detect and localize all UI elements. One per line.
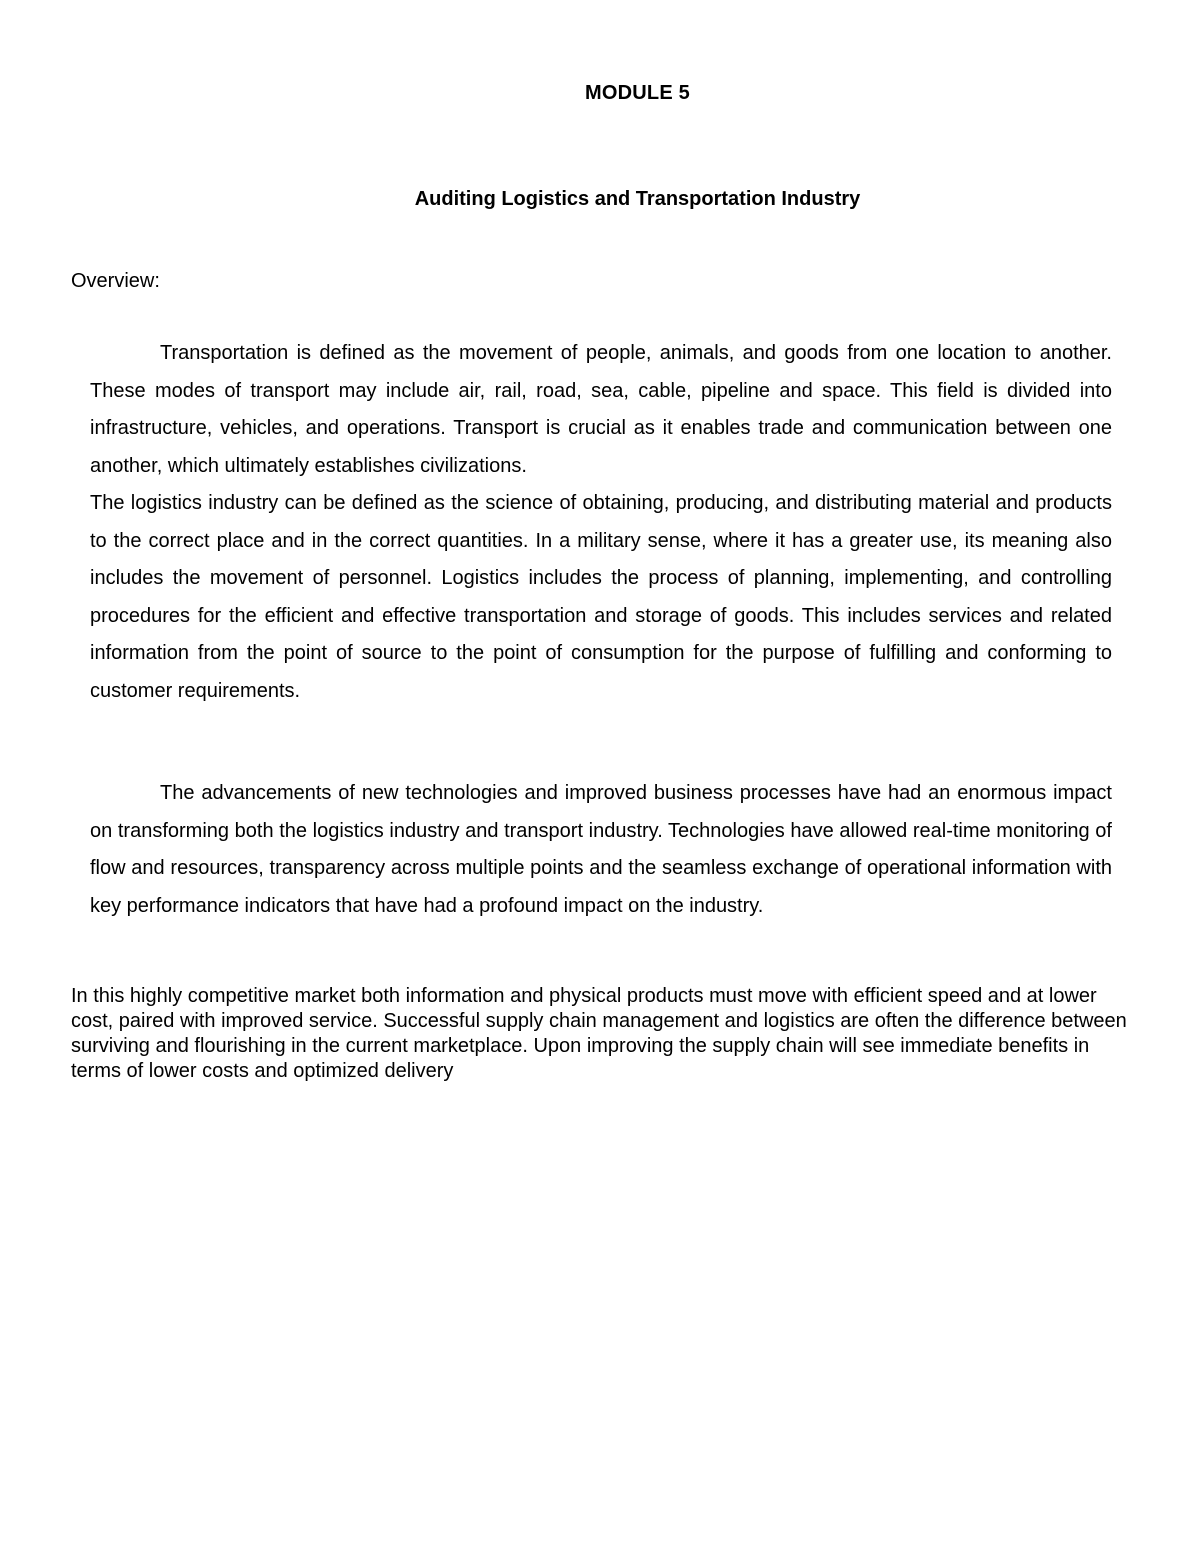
page-title: Auditing Logistics and Transportation Industry bbox=[414, 188, 861, 210]
module-label: MODULE 5 bbox=[585, 82, 690, 104]
overview-label: Overview: bbox=[71, 270, 160, 292]
paragraph-competitive-market: In this highly competitive market both information and physical products must move with efficient speed and at lower cost, paired with improved service. Successful supply chain management and logistics are often the difference between surviving and flourishing in the current marketplace. Upon improving the supply chain will see immediate benefits in terms of lower costs and optimized delivery bbox=[71, 985, 1127, 1082]
paragraph-logistics: The logistics industry can be defined as the science of obtaining, producing, and distributing material and products to the correct place and in the correct quantities. In a military sense, where it has a greater use, its meaning also includes the movement of personnel. Logistics includes the process of planning, implementing, and controlling procedures for the efficient and effective transportation and storage of goods. This includes services and related information from the point of source to the point of consumption for the purpose of fulfilling and conforming to customer requirements. bbox=[90, 492, 1112, 702]
paragraph-technologies: The advancements of new technologies and improved business processes have had an enormous impact on transforming both the logistics industry and transport industry. Technologies have allowed real-time monitoring of flow and resources, transparency across multiple points and the seamless exchange of operational information with key performance indicators that have had a profound impact on the industry. bbox=[90, 782, 1112, 917]
paragraph-transportation: Transportation is defined as the movement of people, animals, and goods from one location to another. These modes of transport may include air, rail, road, sea, cable, pipeline and space. This field is divided into infrastructure, vehicles, and operations. Transport is crucial as it enables trade and communication between one another, which ultimately establishes civilizations. bbox=[90, 342, 1112, 477]
